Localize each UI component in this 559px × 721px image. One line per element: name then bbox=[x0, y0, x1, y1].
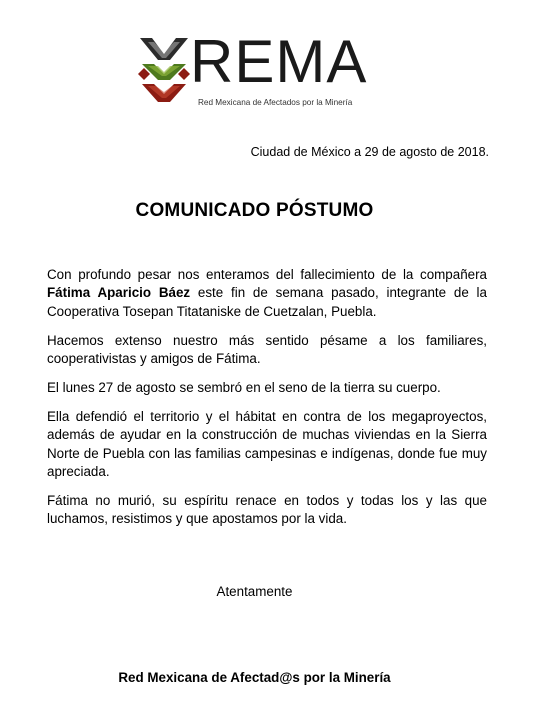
paragraph-1-start: Con profundo pesar nos enteramos del fallecimiento de la compañera bbox=[47, 267, 487, 282]
paragraph-1 bbox=[47, 266, 487, 321]
paragraph-1-end: este fin de semana pasado, integrante de la Cooperativa Tosepan Titataniske de Cuetzalan, Puebla. bbox=[47, 285, 487, 319]
logo-wordmark: REMA bbox=[190, 28, 368, 95]
logo-subtitle: Red Mexicana de Afectados por la Minería bbox=[198, 98, 353, 107]
document-body bbox=[47, 266, 487, 539]
paragraph-4: Ella defendió el territorio y el hábitat en contra de los megaproyectos, además de ayudar en la construcción de muchas viviendas en la Sierra Norte de Puebla con las familias campesinas e indígenas, donde fue muy apreciada. bbox=[47, 408, 487, 480]
rema-logo-emblem-icon bbox=[138, 36, 190, 106]
paragraph-5: Fátima no murió, su espíritu renace en todos y todas los y las que luchamos, resistimos y que apostamos por la vida. bbox=[47, 493, 487, 527]
rema-logo bbox=[138, 28, 378, 116]
date-line: Ciudad de México a 29 de agosto de 2018. bbox=[250, 145, 489, 159]
signature: Red Mexicana de Afectad@s por la Minería bbox=[118, 670, 391, 685]
document-title: COMUNICADO PÓSTUMO bbox=[135, 200, 374, 221]
person-name: Fátima Aparicio Báez bbox=[47, 285, 191, 301]
closing-text: Atentamente bbox=[216, 584, 293, 599]
paragraph-2: Hacemos extenso nuestro más sentido pésame a los familiares, cooperativistas y amigos de Fátima. bbox=[47, 332, 487, 367]
paragraph-3: El lunes 27 de agosto se sembró en el seno de la tierra su cuerpo. bbox=[47, 380, 441, 396]
